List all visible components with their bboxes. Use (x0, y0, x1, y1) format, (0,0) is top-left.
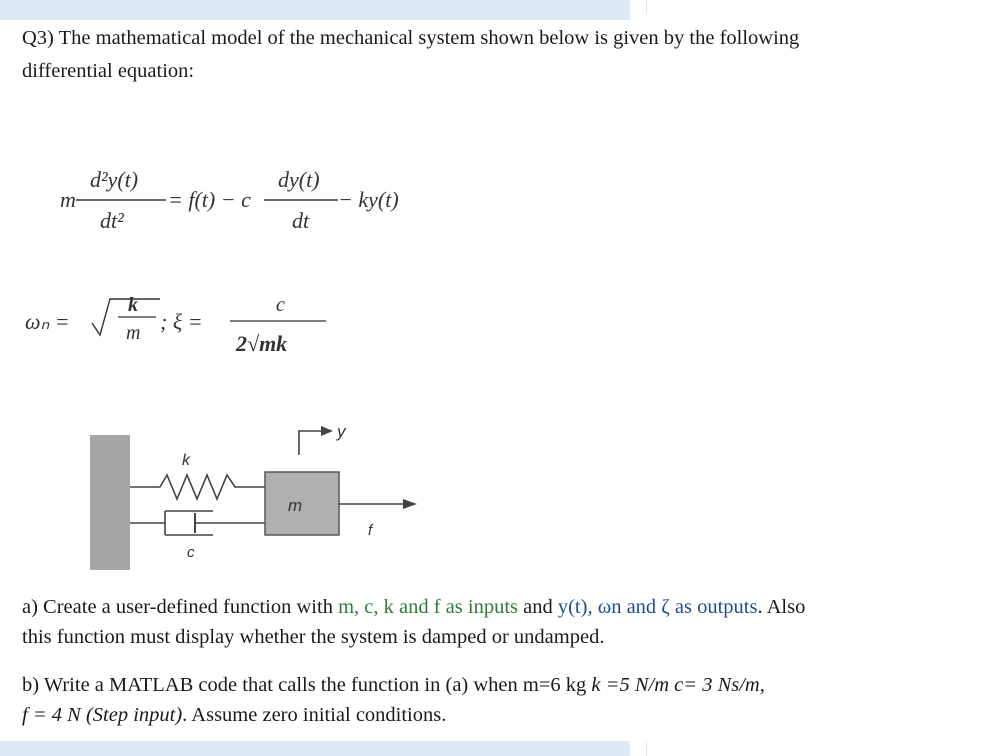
part-a-text: a) Create a user-defined function with (22, 596, 339, 618)
part-b-line-1 (22, 670, 997, 700)
divider (646, 0, 647, 14)
eq-d2y: d²y(t) (90, 167, 139, 192)
eq-dt2: dt² (100, 208, 124, 233)
natural-frequency-damping-equation (20, 285, 360, 365)
eq-den: 2√mk (236, 331, 288, 356)
eq-m: m (60, 187, 76, 212)
eq-sep: ; ξ = (160, 309, 203, 334)
part-a-line-2: this function must display whether the system is damped or undamped. (22, 626, 605, 648)
part-a (22, 592, 997, 652)
part-a-line-1 (22, 592, 997, 622)
differential-equation (40, 150, 460, 250)
eq-ky: − ky(t) (338, 187, 399, 212)
part-b (22, 670, 997, 730)
mass-label: m (288, 496, 303, 515)
part-b-params: k =5 N/m c= 3 Ns/m, (591, 674, 765, 696)
question-line-2: differential equation: (22, 60, 195, 82)
question-text (22, 22, 982, 88)
top-toolbar-strip (0, 0, 630, 20)
part-b-line-2 (22, 700, 997, 730)
displacement-label: y (337, 422, 346, 441)
bottom-toolbar-strip (0, 741, 630, 756)
force-label: f (368, 522, 373, 539)
eq-m2: m (126, 322, 141, 344)
eq-omega: ωₙ = (25, 309, 70, 334)
part-a-and: and (518, 596, 558, 618)
wall (90, 435, 130, 570)
part-b-force: f = 4 N (Step input) (22, 704, 183, 726)
eq-dt: dt (292, 208, 310, 233)
question-line-1: Q3) The mathematical model of the mechanical system shown below is given by the following (22, 27, 800, 49)
eq-ft: = f(t) − c (168, 187, 251, 212)
divider-bottom (646, 742, 647, 756)
part-b-text: b) Write a MATLAB code that calls the function in (a) when m=6 kg (22, 674, 592, 696)
outputs-text: y(t), ωn and ζ as outputs (557, 596, 758, 618)
inputs-text: m, c, k and f as inputs (338, 596, 518, 618)
eq-dy: dy(t) (278, 167, 320, 192)
eq-k: k (128, 294, 138, 316)
part-b-end: . Assume zero initial conditions. (182, 704, 447, 726)
eq-c: c (276, 294, 285, 316)
part-a-also: . Also (757, 596, 806, 618)
spring (130, 475, 265, 499)
spring-label: k (182, 452, 190, 469)
damper-label: c (187, 544, 195, 561)
mass-spring-damper-diagram (85, 415, 445, 575)
